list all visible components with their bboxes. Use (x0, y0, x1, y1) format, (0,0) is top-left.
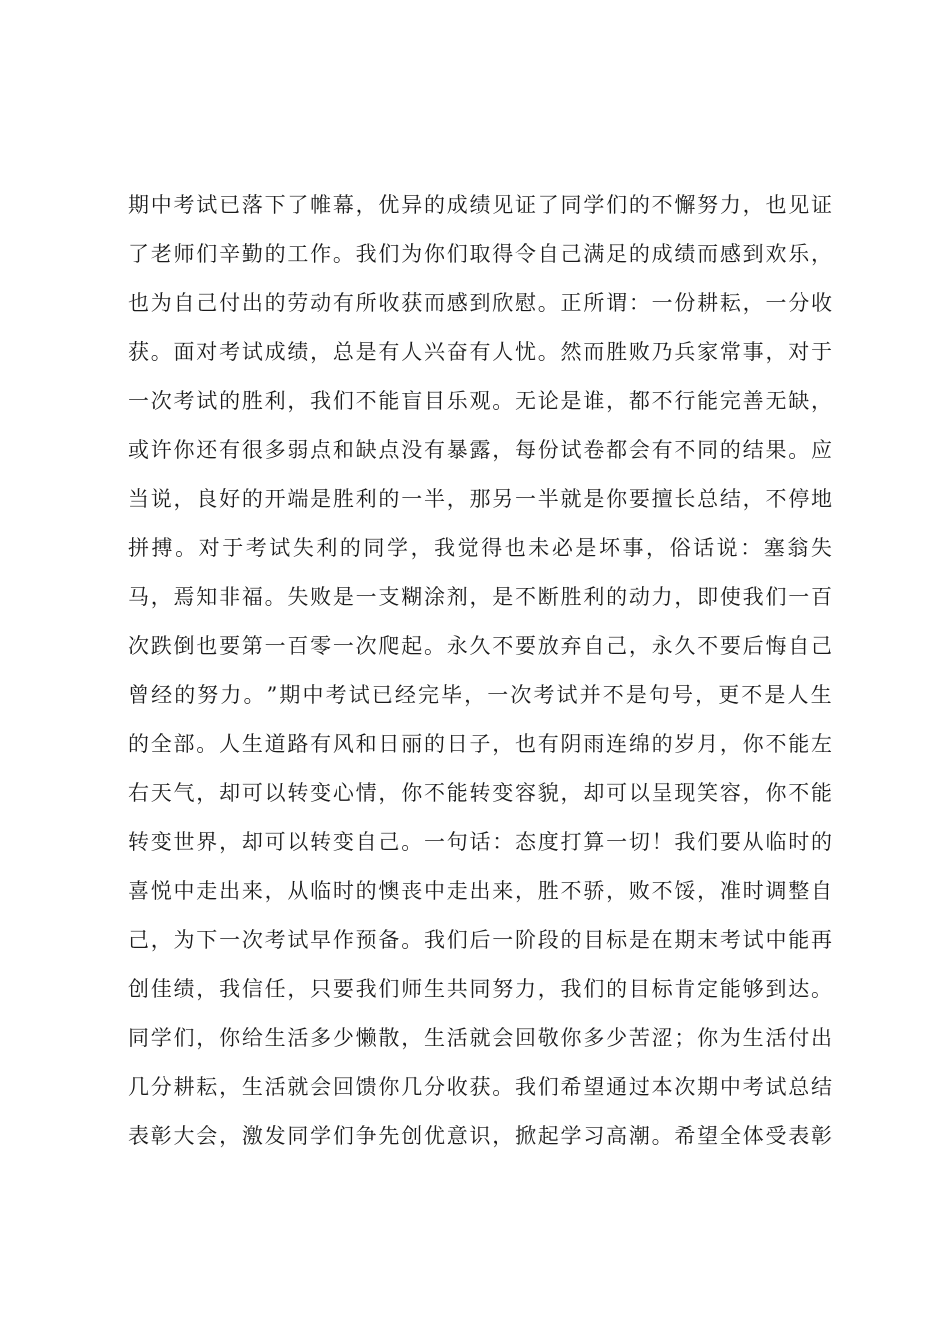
text-line: 也 为 自 己 付 出 的 劳 动 有 所 收 获 而 感 到 欣 慰 。 正 所 谓 ： 一 份 耕 耘 ， 一 分 收 (128, 291, 832, 315)
text-line: 获 。 面 对 考 试 成 绩 ， 总 是 有 人 兴 奋 有 人 忧 。 然 而 胜 败 乃 兵 家 常 事 ， 对 于 (128, 340, 832, 364)
text-line: 喜 悦 中 走 出 来 ， 从 临 时 的 懊 丧 中 走 出 来 ， 胜 不 骄 ， 败 不 馁 ， 准 时 调 整 自 (128, 879, 832, 903)
text-line: 转 变 世 界 ， 却 可 以 转 变 自 己 。 一 句 话 ： 态 度 打 算 一 切 ！ 我 们 要 从 临 时 的 (128, 830, 832, 854)
text-line: 了 老 师 们 辛 勤 的 工 作 。 我 们 为 你 们 取 得 令 自 己 满 足 的 成 绩 而 感 到 欢 乐 ， (128, 242, 832, 266)
text-line: 一 次 考 试 的 胜 利 ， 我 们 不 能 盲 目 乐 观 。 无 论 是 谁 ， 都 不 行 能 完 善 无 缺 ， (128, 389, 832, 413)
text-line: 曾 经 的 努 力 。 ” 期 中 考 试 已 经 完 毕 ， 一 次 考 试 并 不 是 句 号 ， 更 不 是 人 生 (128, 683, 832, 707)
text-line: 马 ， 焉 知 非 福 。 失 败 是 一 支 糊 涂 剂 ， 是 不 断 胜 利 的 动 力 ， 即 使 我 们 一 百 (128, 585, 832, 609)
text-line: 右 天 气 ， 却 可 以 转 变 心 情 ， 你 不 能 转 变 容 貌 ， 却 可 以 呈 现 笑 容 ， 你 不 能 (128, 781, 832, 805)
body-text (128, 181, 832, 1161)
text-line: 几 分 耕 耘 ， 生 活 就 会 回 馈 你 几 分 收 获 。 我 们 希 望 通 过 本 次 期 中 考 试 总 结 (128, 1075, 832, 1099)
text-line: 同 学 们 ， 你 给 生 活 多 少 懒 散 ， 生 活 就 会 回 敬 你 多 少 苦 涩 ； 你 为 生 活 付 出 (128, 1026, 832, 1050)
text-line: 的 全 部 。 人 生 道 路 有 风 和 日 丽 的 日 子 ， 也 有 阴 雨 连 绵 的 岁 月 ， 你 不 能 左 (128, 732, 832, 756)
text-line: 拼 搏 。 对 于 考 试 失 利 的 同 学 ， 我 觉 得 也 未 必 是 坏 事 ， 俗 话 说 ： 塞 翁 失 (128, 536, 832, 560)
text-line: 己 ， 为 下 一 次 考 试 早 作 预 备 。 我 们 后 一 阶 段 的 目 标 是 在 期 末 考 试 中 能 再 (128, 928, 832, 952)
text-line: 表 彰 大 会 ， 激 发 同 学 们 争 先 创 优 意 识 ， 掀 起 学 习 高 潮 。 希 望 全 体 受 表 彰 (128, 1124, 832, 1148)
text-line: 期 中 考 试 已 落 下 了 帷 幕 ， 优 异 的 成 绩 见 证 了 同 学 们 的 不 懈 努 力 ， 也 见 证 (128, 193, 832, 217)
text-line: 当 说 ， 良 好 的 开 端 是 胜 利 的 一 半 ， 那 另 一 半 就 是 你 要 擅 长 总 结 ， 不 停 地 (128, 487, 832, 511)
text-line: 或 许 你 还 有 很 多 弱 点 和 缺 点 没 有 暴 露 ， 每 份 试 卷 都 会 有 不 同 的 结 果 。 应 (128, 438, 832, 462)
text-line: 次 跌 倒 也 要 第 一 百 零 一 次 爬 起 。 永 久 不 要 放 弃 自 己 ， 永 久 不 要 后 悔 自 己 (128, 634, 832, 658)
text-line: 创 佳 绩 ， 我 信 任 ， 只 要 我 们 师 生 共 同 努 力 ， 我 们 的 目 标 肯 定 能 够 到 达 。 (128, 977, 832, 1001)
